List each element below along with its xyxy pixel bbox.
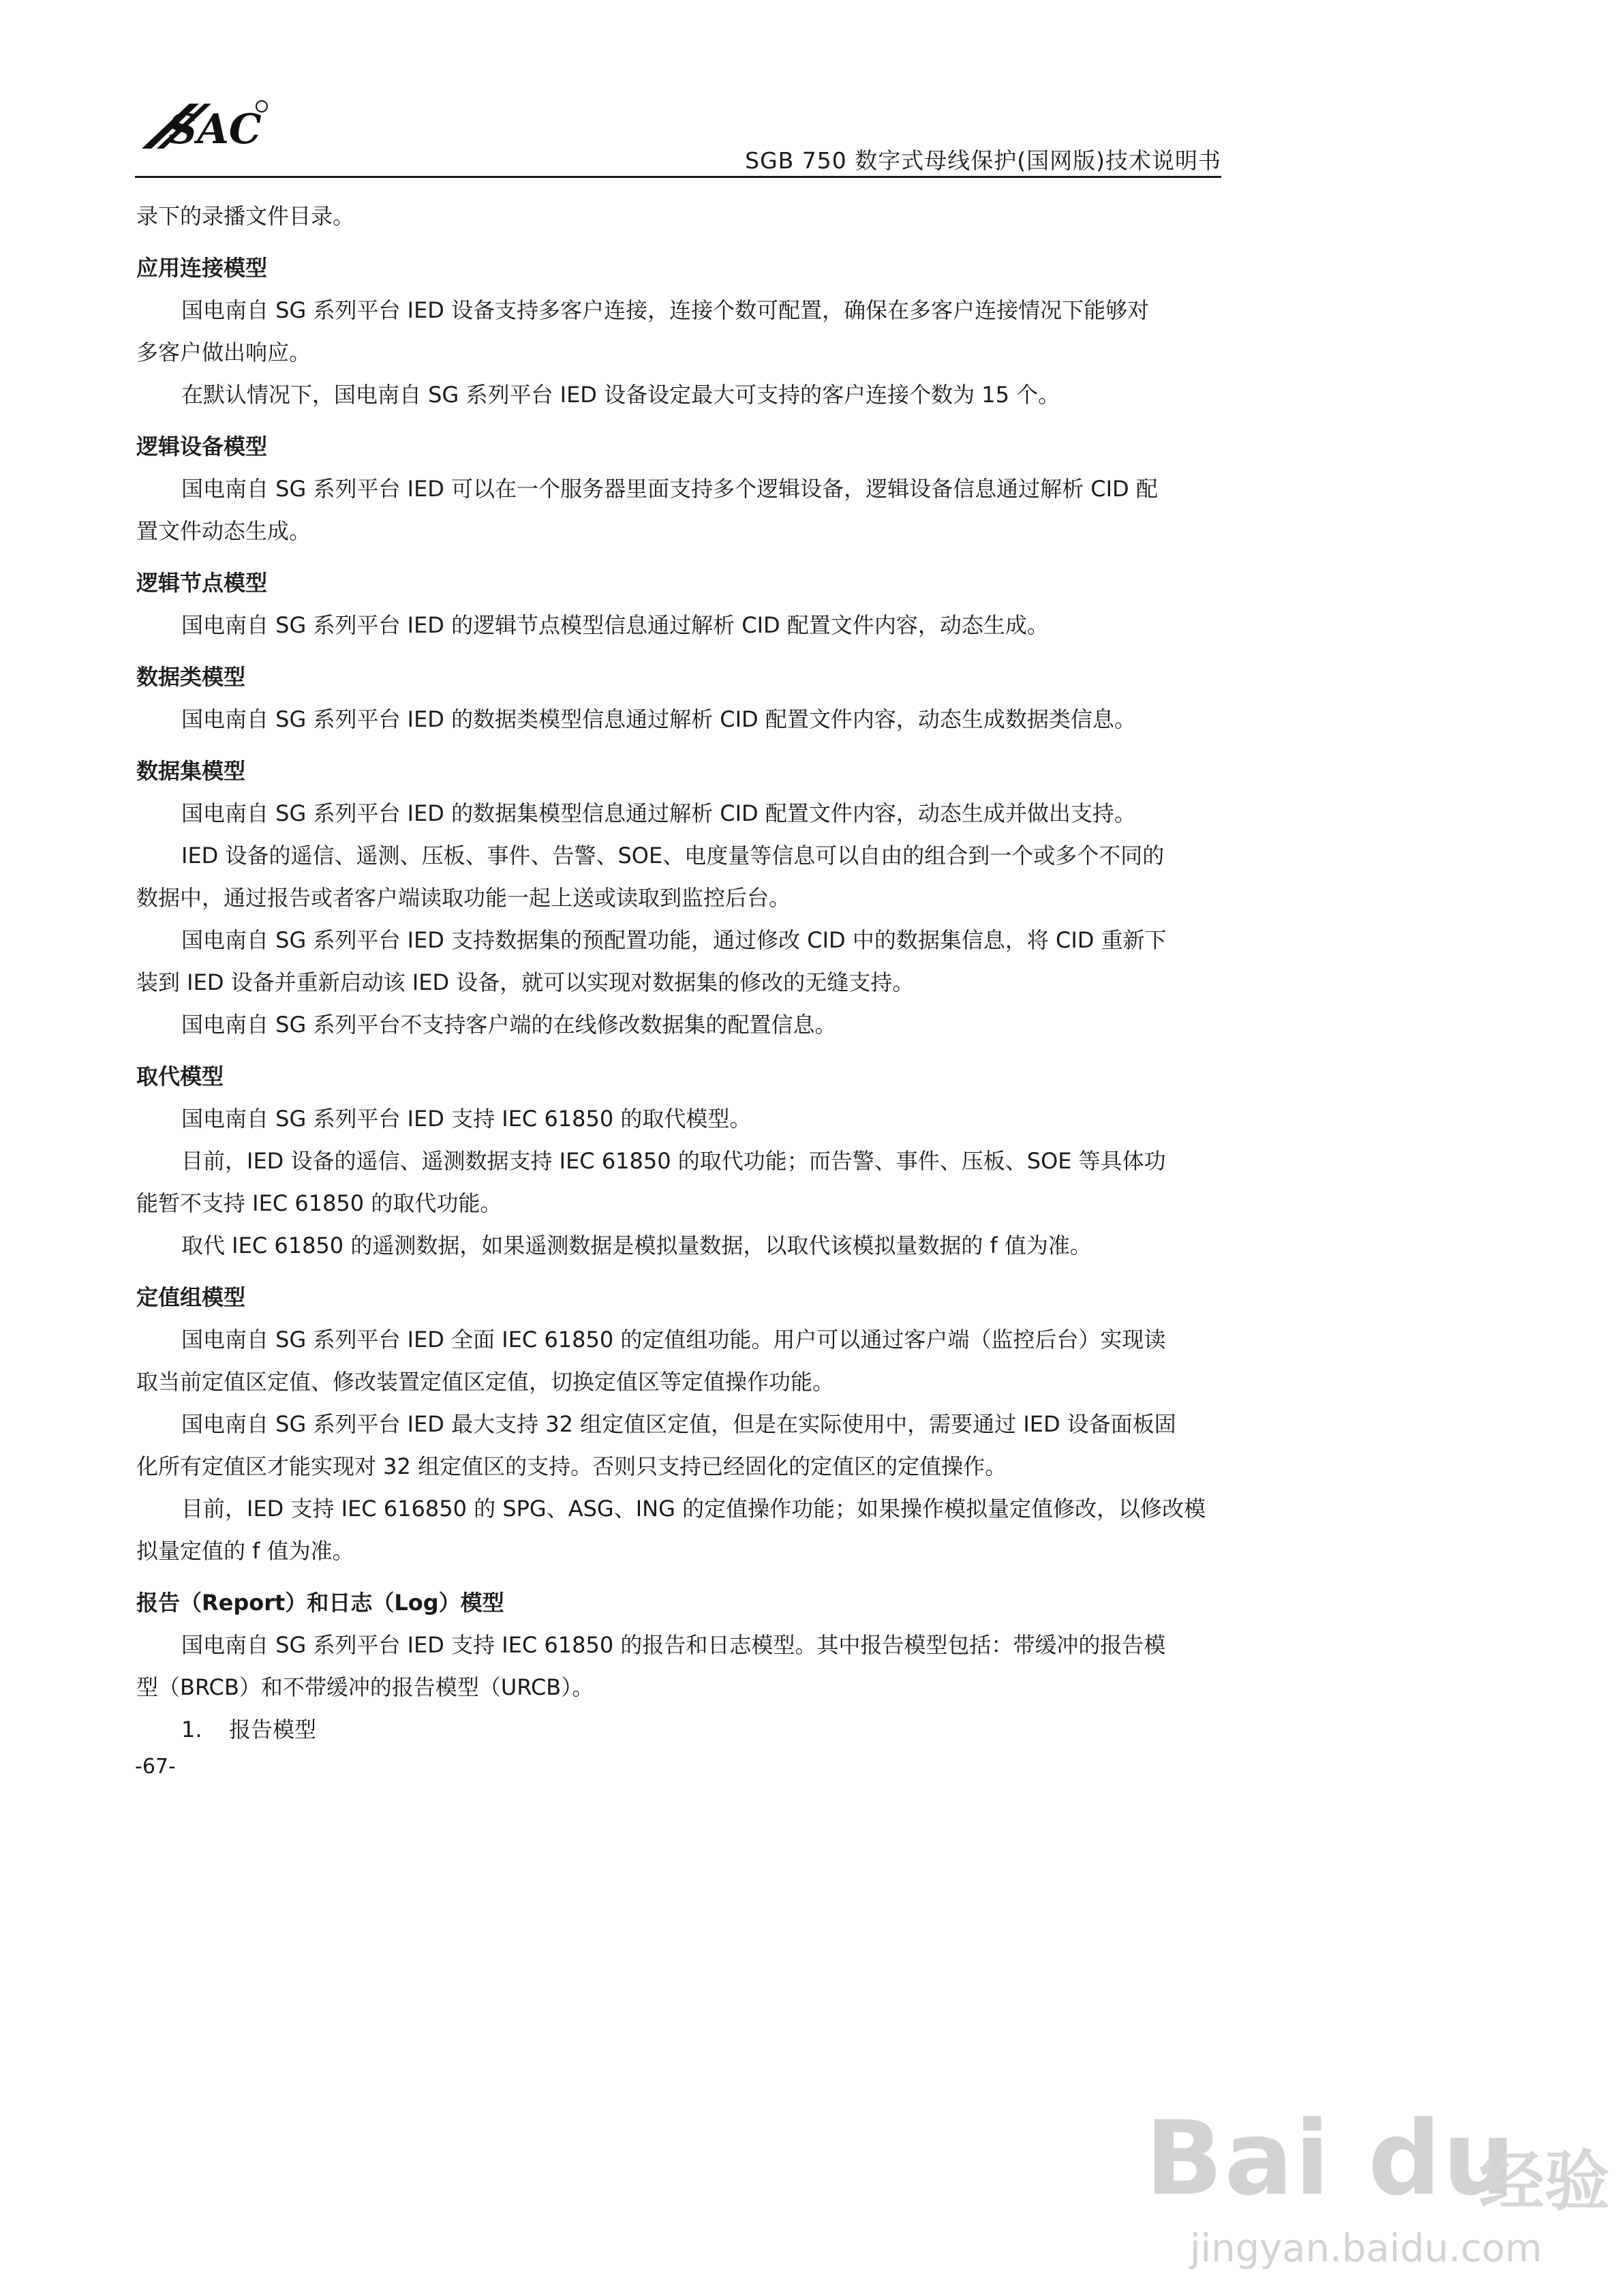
paragraph-line: 数据中，通过报告或者客户端读取功能一起上送或读取到监控后台。	[136, 885, 791, 911]
list-item-number: 1.	[181, 1717, 202, 1742]
paragraph-line: 目前，IED 设备的遥信、遥测数据支持 IEC 61850 的取代功能；而告警、事件、压板、SOE 等具体功	[181, 1148, 1166, 1174]
section-heading: 定值组模型	[136, 1284, 246, 1310]
section-heading: 报告（Report）和日志（Log）模型	[136, 1590, 504, 1616]
baidu-jingyan-watermark	[1145, 2100, 1610, 2271]
sac-logo	[136, 93, 273, 161]
section-heading: 数据集模型	[136, 758, 246, 784]
sections	[136, 247, 1221, 1708]
section-heading: 逻辑设备模型	[136, 434, 268, 459]
logo-text: SAC	[168, 106, 262, 153]
paragraph-line: 取代 IEC 61850 的遥测数据，如果遥测数据是模拟量数据，以取代该模拟量数据的 f 值为准。	[181, 1233, 1092, 1258]
watermark-url: jingyan.baidu.com	[1190, 2226, 1542, 2271]
section-heading: 应用连接模型	[136, 255, 268, 281]
paragraph-line: 多客户做出响应。	[136, 339, 311, 365]
paragraph-line: 型（BRCB）和不带缓冲的报告模型（URCB）。	[136, 1674, 594, 1700]
list-item-text: 报告模型	[229, 1717, 317, 1742]
paragraph-line: IED 设备的遥信、遥测、压板、事件、告警、SOE、电度量等信息可以自由的组合到一个或多个不同的	[181, 843, 1165, 868]
section-heading: 取代模型	[136, 1063, 224, 1089]
paragraph-line: 国电南自 SG 系列平台 IED 支持数据集的预配置功能，通过修改 CID 中的数据集信息，将 CID 重新下	[181, 927, 1167, 953]
document-title: SGB 750 数字式母线保护(国网版)技术说明书	[745, 147, 1221, 174]
paragraph-line: 拟量定值的 f 值为准。	[136, 1538, 354, 1564]
watermark-text: 经验	[1479, 2143, 1610, 2220]
paragraph-line: 在默认情况下，国电南自 SG 系列平台 IED 设备设定最大可支持的客户连接个数为 15 个。	[181, 382, 1060, 408]
section-heading: 数据类模型	[136, 664, 246, 690]
paragraph-line: 能暂不支持 IEC 61850 的取代功能。	[136, 1190, 502, 1216]
paragraph-line: 国电南自 SG 系列平台 IED 可以在一个服务器里面支持多个逻辑设备，逻辑设备信息通过解析 CID 配	[181, 476, 1158, 502]
paragraph-line: 置文件动态生成。	[136, 518, 311, 544]
paragraph-line: 国电南自 SG 系列平台 IED 的数据集模型信息通过解析 CID 配置文件内容，动态生成并做出支持。	[181, 800, 1136, 826]
watermark-brand: Bai du	[1145, 2100, 1517, 2218]
paragraph-line: 国电南自 SG 系列平台 IED 的数据类模型信息通过解析 CID 配置文件内容，动态生成数据类信息。	[181, 706, 1136, 732]
section-heading: 逻辑节点模型	[136, 570, 268, 596]
paragraph-line: 目前，IED 支持 IEC 616850 的 SPG、ASG、ING 的定值操作功能；如果操作模拟量定值修改，以修改模	[181, 1496, 1206, 1522]
paragraph-line: 国电南自 SG 系列平台 IED 的逻辑节点模型信息通过解析 CID 配置文件内容，动态生成。	[181, 612, 1049, 638]
page-number: -67-	[135, 1755, 176, 1779]
paragraph-line: 化所有定值区才能实现对 32 组定值区的支持。否则只支持已经固化的定值区的定值操作。	[136, 1453, 1007, 1479]
paragraph-line: 国电南自 SG 系列平台 IED 支持 IEC 61850 的取代模型。	[181, 1106, 752, 1132]
paragraph-line: 装到 IED 设备并重新启动该 IED 设备，就可以实现对数据集的修改的无缝支持。	[136, 969, 915, 995]
paragraph-line: 国电南自 SG 系列平台 IED 最大支持 32 组定值区定值，但是在实际使用中，需要通过 IED 设备面板固	[181, 1411, 1176, 1437]
paragraph-line: 国电南自 SG 系列平台 IED 设备支持多客户连接，连接个数可配置，确保在多客户连接情况下能够对	[181, 297, 1150, 323]
list-item	[136, 1708, 1221, 1751]
paragraph-line: 国电南自 SG 系列平台不支持客户端的在线修改数据集的配置信息。	[181, 1012, 837, 1038]
paragraph-line: 国电南自 SG 系列平台 IED 支持 IEC 61850 的报告和日志模型。其中报告模型包括：带缓冲的报告模	[181, 1632, 1166, 1658]
paragraph-line: 国电南自 SG 系列平台 IED 全面 IEC 61850 的定值组功能。用户可以通过客户端（监控后台）实现读	[181, 1327, 1166, 1353]
intro-line: 录下的录播文件目录。	[136, 203, 355, 229]
paragraph-line: 取当前定值区定值、修改装置定值区定值，切换定值区等定值操作功能。	[136, 1369, 835, 1395]
header-divider	[135, 176, 1221, 178]
content-body	[136, 195, 1221, 1751]
